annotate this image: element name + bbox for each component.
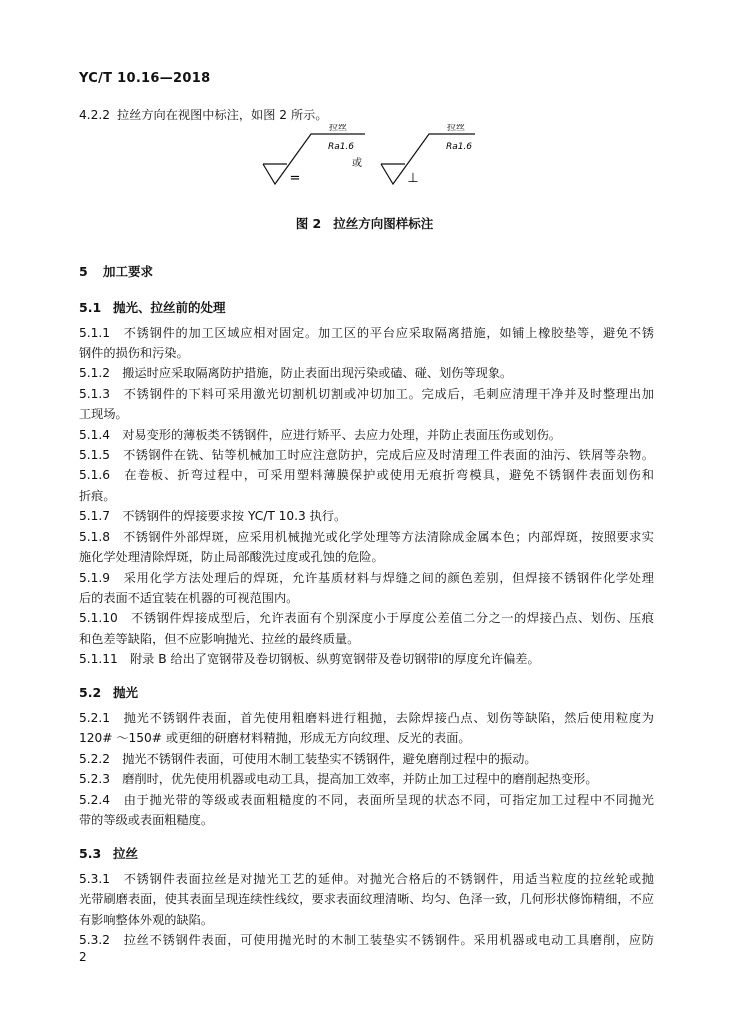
clause-4-2-2 (79, 107, 654, 123)
paragraph-line: 5.3.2 拉丝不锈钢件表面，可使用抛光时的木制工装垫实不锈钢件。采用机器或电动工具磨削，应防 (79, 933, 654, 947)
paragraph-line: 后的表面不适宜装在机器的可视范围内。 (79, 591, 299, 605)
figure-caption-text: 拉丝方向图样标注 (333, 216, 434, 231)
paragraph-line: 光带刷磨表面，使其表面呈现连续性线纹，要求表面纹理清晰、均匀、色泽一致，几何形状修饰精细，不应 (79, 892, 654, 906)
paragraph-line: 和色差等缺陷，但不应影响抛光、拉丝的最终质量。 (79, 632, 360, 646)
paragraph-line: 带的等级或表面粗糙度。 (79, 813, 214, 827)
paragraph-line: 5.1.4 对易变形的薄板类不锈钢件，应进行矫平、去应力处理，并防止表面压伤或划伤。 (79, 428, 561, 442)
or-separator: 或 (352, 158, 362, 169)
paragraph-line: 5.1.9 采用化学方法处理后的焊斑，允许基质材料与焊缝之间的颜色差别，但焊接不锈钢件化学处理 (79, 571, 654, 585)
standard-number: YC/T 10.16—2018 (79, 71, 211, 86)
section-heading-5-3: 5.3 拉丝 (79, 846, 139, 861)
paragraph-line: 5.3.1 不锈钢件表面拉丝是对抛光工艺的延伸。对抛光合格后的不锈钢件，用适当粒度的拉丝轮或抛 (79, 872, 654, 886)
process-label: 拉丝 (446, 124, 466, 133)
process-label: 拉丝 (328, 124, 348, 133)
section-heading-5-2: 5.2 抛光 (79, 685, 139, 700)
roughness-value: Ra1.6 (445, 142, 473, 152)
paragraph-line: 5.2.4 由于抛光带的等级或表面粗糙度的不同，表面所呈现的状态不同，可指定加工过程中不同抛光 (79, 793, 654, 807)
lay-symbol-right (381, 124, 475, 186)
clause-number: 4.2.2 (79, 108, 111, 122)
lay-direction-symbol: = (289, 171, 301, 186)
lay-symbol-left (263, 124, 365, 186)
paragraph-line: 5.1.1 不锈钢件的加工区域应相对固定。加工区的平台应采取隔离措施，如铺上橡胶垫等，避免不锈 (79, 326, 654, 340)
paragraph-line: 5.1.5 不锈钢件在铣、钻等机械加工时应注意防护，完成后应及时清理工件表面的油污、铁屑等杂物。 (79, 448, 654, 462)
section-heading-5-1: 5.1 抛光、拉丝前的处理 (79, 300, 226, 315)
section-heading-5: 5 加工要求 (79, 264, 154, 279)
paragraph-line: 5.2.1 抛光不锈钢件表面，首先使用粗磨料进行粗抛，去除焊接凸点、划伤等缺陷，然后使用粒度为 (79, 711, 654, 725)
paragraph-line: 120# ～150# 或更细的研磨材料精抛，形成无方向纹理、反光的表面。 (79, 731, 471, 745)
figure-caption (0, 214, 729, 232)
roughness-value: Ra1.6 (327, 142, 355, 152)
paragraph-line: 5.1.8 不锈钢件外部焊斑，应采用机械抛光或化学处理等方法清除成金属本色；内部焊斑，按照要求实 (79, 530, 654, 544)
surface-lay-figure (255, 124, 475, 194)
clause-text: 拉丝方向在视图中标注，如图 2 所示。 (117, 108, 328, 122)
paragraph-line: 5.1.3 不锈钢件的下料可采用激光切割机切割或冲切加工。完成后，毛刺应清理干净并及时整理出加 (79, 387, 654, 401)
paragraph-line: 5.1.11 附录 B 给出了宽钢带及卷切钢板、纵剪宽钢带及卷切钢带Ⅰ的厚度允许偏差。 (79, 652, 540, 666)
paragraph-line: 折痕。 (79, 489, 116, 503)
paragraph-line: 施化学处理清除焊斑，防止局部酸洗过度或孔蚀的危险。 (79, 550, 384, 564)
paragraph-line: 有影响整体外观的缺陷。 (79, 913, 214, 927)
paragraph-line: 5.2.2 抛光不锈钢件表面，可使用木制工装垫实不锈钢件，避免磨削过程中的振动。 (79, 752, 537, 766)
paragraph-line: 5.1.7 不锈钢件的焊接要求按 YC/T 10.3 执行。 (79, 509, 347, 523)
figure-caption-number: 图 2 (295, 216, 322, 231)
paragraph-line: 钢件的损伤和污染。 (79, 346, 189, 360)
paragraph-line: 工现场。 (79, 407, 128, 421)
page-number: 2 (79, 950, 87, 964)
paragraph-line: 5.1.2 搬运时应采取隔离防护措施，防止表面出现污染或磕、碰、划伤等现象。 (79, 366, 513, 380)
paragraph-line: 5.1.6 在卷板、折弯过程中，可采用塑料薄膜保护或使用无痕折弯模具，避免不锈钢件表面划伤和 (79, 468, 654, 482)
paragraph-line: 5.1.10 不锈钢件焊接成型后，允许表面有个别深度小于厚度公差值二分之一的焊接凸点、划伤、压痕 (79, 611, 654, 625)
lay-direction-symbol: ⊥ (407, 171, 419, 186)
paragraph-line: 5.2.3 磨削时，优先使用机器或电动工具，提高加工效率，并防止加工过程中的磨削起热变形。 (79, 772, 598, 786)
